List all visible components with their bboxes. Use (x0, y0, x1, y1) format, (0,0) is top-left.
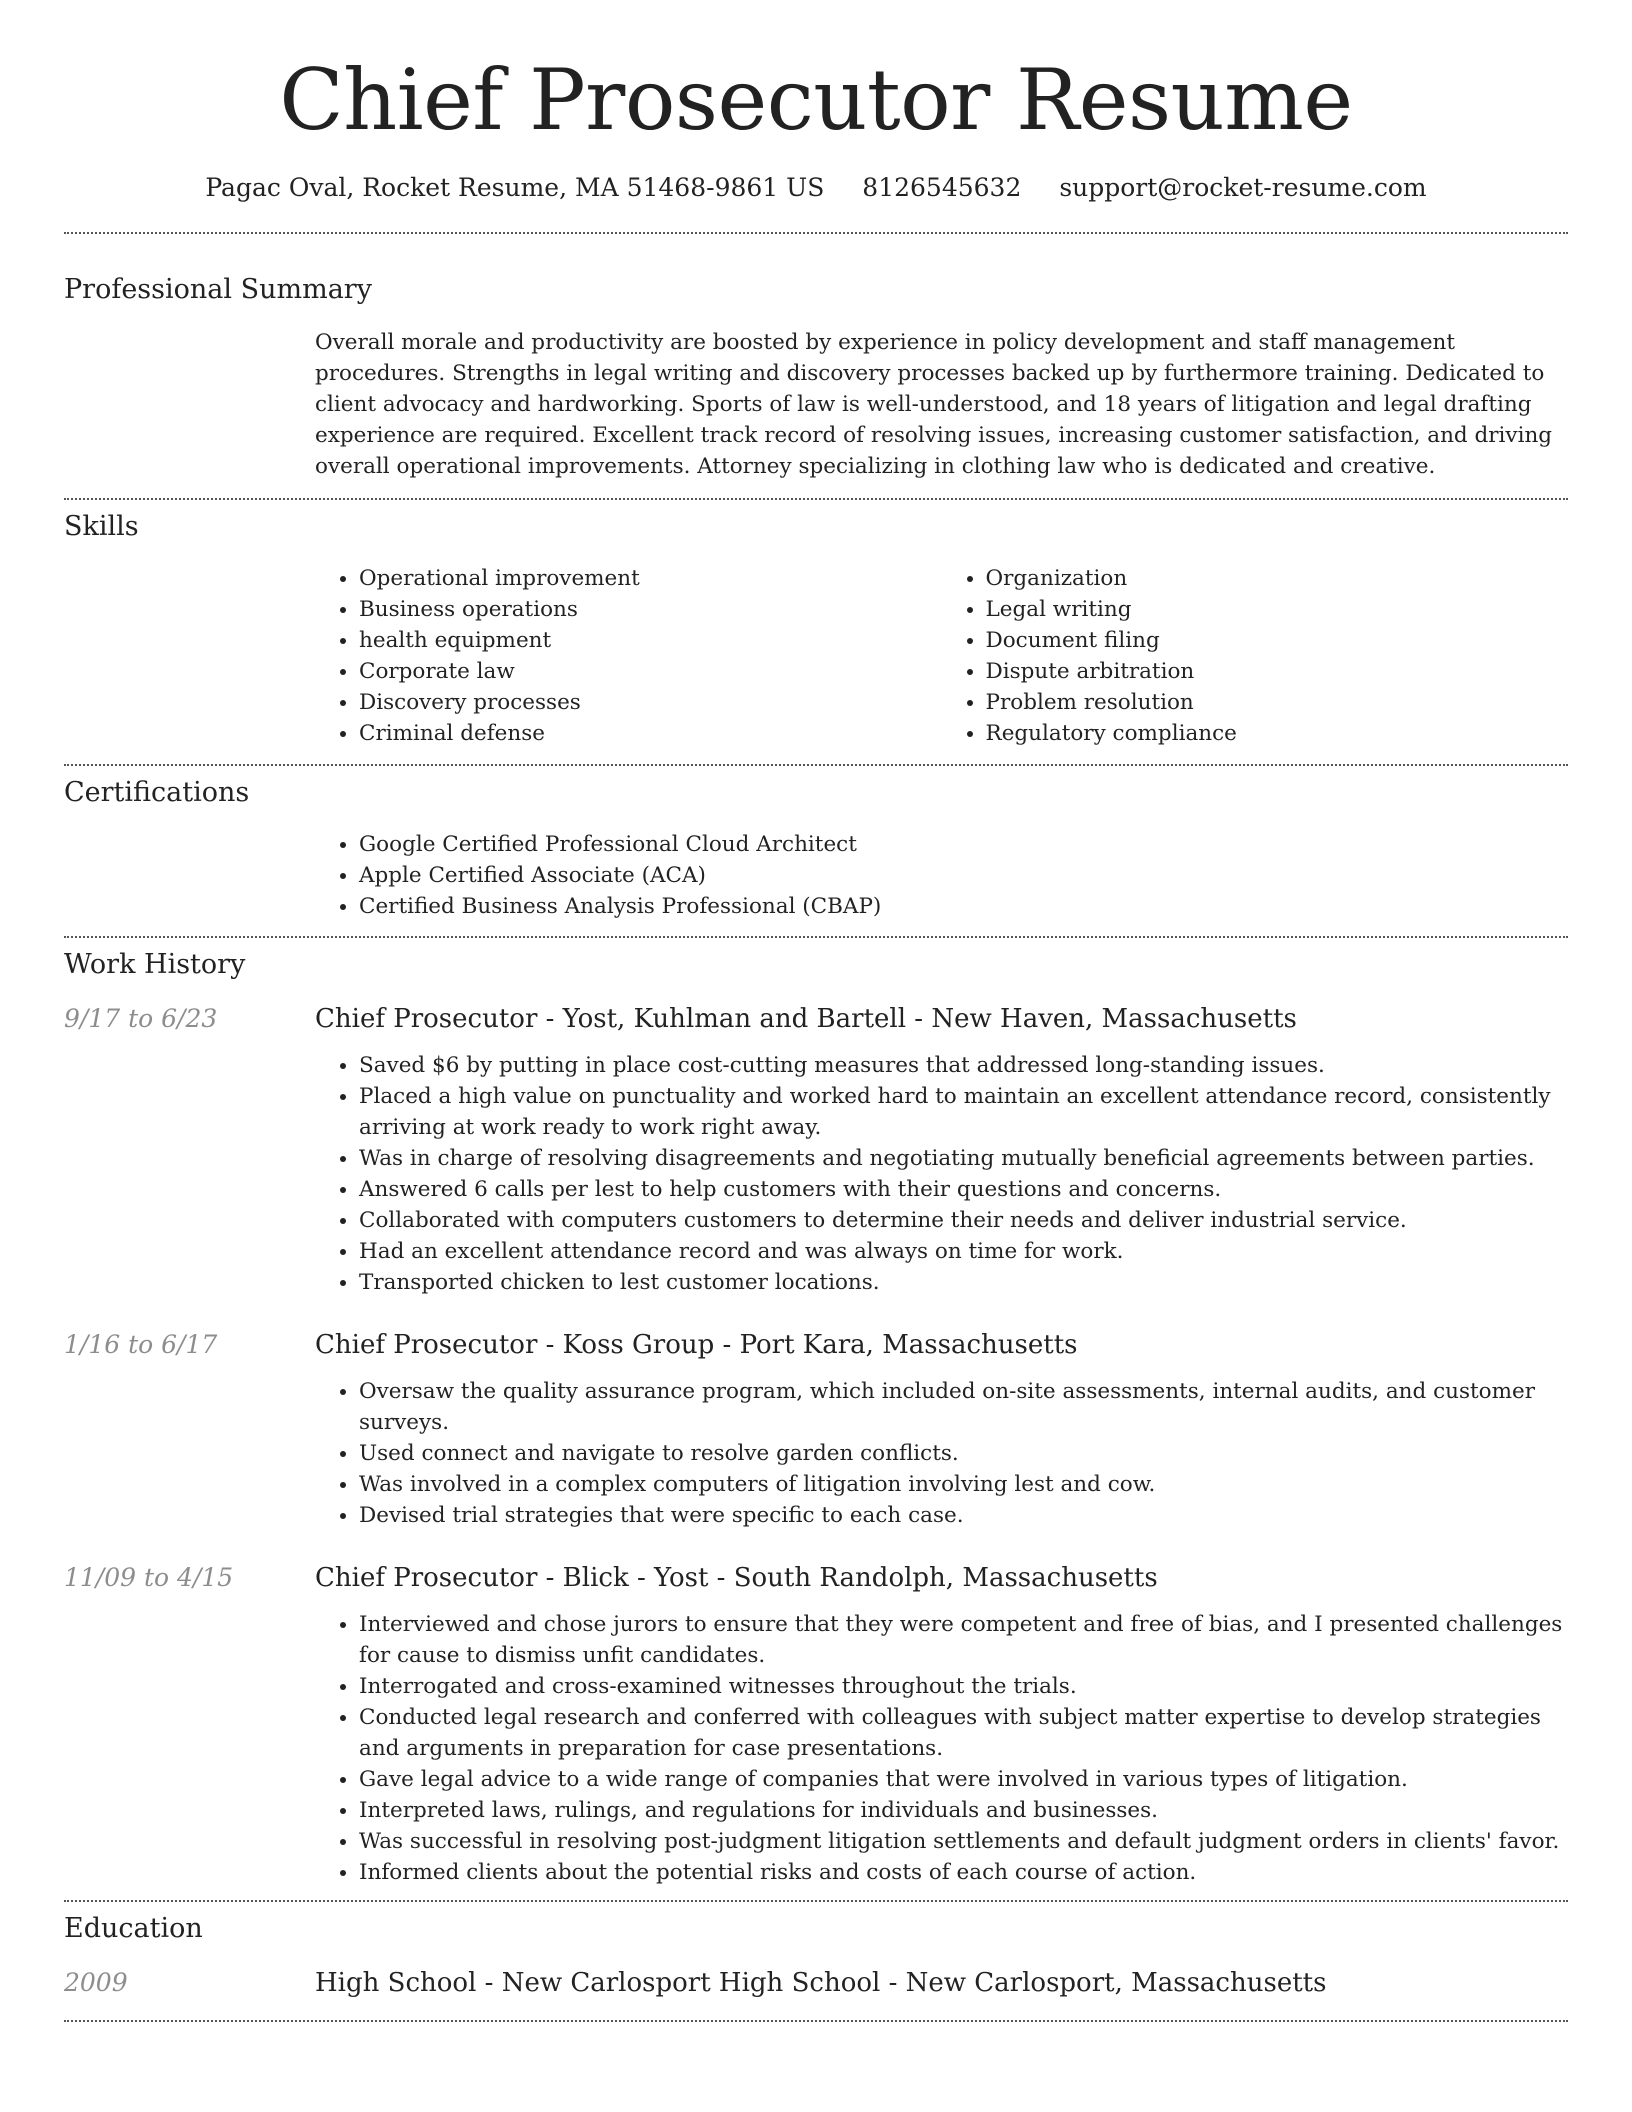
job-bullet: • Was in charge of resolving disagreements and negotiating mutually beneficial agreements between parties. (359, 1143, 1568, 1174)
job-bullets (315, 1050, 1568, 1298)
job-title: Chief Prosecutor - Koss Group - Port Kara, Massachusetts (315, 1330, 1078, 1360)
certifications-list (315, 829, 1568, 922)
certification-item: • Certified Business Analysis Professional (CBAP) (359, 891, 1568, 922)
job-bullets (315, 1609, 1568, 1888)
skills-section (0, 510, 1632, 749)
work-heading: Work History (64, 949, 246, 980)
divider (64, 1900, 1568, 1902)
skills-columns (315, 563, 1568, 749)
divider (64, 2020, 1568, 2022)
job-bullet: • Transported chicken to lest customer locations. (359, 1267, 1568, 1298)
job-header-row (64, 1561, 1568, 1595)
skills-list-right (942, 563, 1569, 749)
skill-item: • Organization (986, 563, 1569, 594)
job-bullet: • Gave legal advice to a wide range of companies that were involved in various types of litigation. (359, 1764, 1568, 1795)
skill-item: • Legal writing (986, 594, 1569, 625)
job-bullet: • Was successful in resolving post-judgment litigation settlements and default judgment orders in clients' favor. (359, 1826, 1568, 1857)
work-section (0, 948, 1632, 1888)
job-bullet: • Informed clients about the potential risks and costs of each course of action. (359, 1857, 1568, 1888)
contact-email: support@rocket-resume.com (1059, 173, 1427, 202)
job-bullet: • Interviewed and chose jurors to ensure that they were competent and free of bias, and I presented challenges for cause to dismiss unfit candidates. (359, 1609, 1568, 1671)
job-entry (64, 1002, 1568, 1298)
certifications-section (0, 776, 1632, 922)
skills-list-left (315, 563, 942, 749)
job-header-row (64, 1328, 1568, 1362)
contact-phone: 8126545632 (862, 173, 1022, 202)
divider (64, 936, 1568, 938)
job-bullet: • Interrogated and cross-examined witnesses throughout the trials. (359, 1671, 1568, 1702)
job-bullet: • Devised trial strategies that were specific to each case. (359, 1500, 1568, 1531)
summary-section (0, 273, 1632, 482)
job-bullet: • Used connect and navigate to resolve garden conflicts. (359, 1438, 1568, 1469)
job-entry (64, 1328, 1568, 1531)
job-bullet: • Conducted legal research and conferred with colleagues with subject matter expertise to develop strategies and arguments in preparation for case presentations. (359, 1702, 1568, 1764)
resume-title: Chief Prosecutor Resume (279, 51, 1353, 149)
skills-heading: Skills (64, 511, 139, 542)
certification-item: • Apple Certified Associate (ACA) (359, 860, 1568, 891)
skill-item: • Dispute arbitration (986, 656, 1569, 687)
job-dates: 11/09 to 4/15 (64, 1563, 234, 1592)
education-title: High School - New Carlosport High School - New Carlosport, Massachusetts (315, 1968, 1327, 1998)
job-bullet: • Answered 6 calls per lest to help customers with their questions and concerns. (359, 1174, 1568, 1205)
skill-item: • health equipment (359, 625, 942, 656)
job-bullet: • Interpreted laws, rulings, and regulations for individuals and businesses. (359, 1795, 1568, 1826)
job-title: Chief Prosecutor - Blick - Yost - South Randolph, Massachusetts (315, 1563, 1158, 1593)
job-dates: 1/16 to 6/17 (64, 1330, 218, 1359)
divider (64, 764, 1568, 766)
education-section (0, 1912, 1632, 2000)
contact-line (0, 171, 1632, 205)
job-bullet: • Placed a high value on punctuality and worked hard to maintain an excellent attendance record, consistently arriving at work ready to work right away. (359, 1081, 1568, 1143)
skill-item: • Discovery processes (359, 687, 942, 718)
education-heading: Education (64, 1913, 203, 1944)
summary-heading: Professional Summary (64, 274, 372, 305)
job-bullet: • Had an excellent attendance record and was always on time for work. (359, 1236, 1568, 1267)
skill-item: • Operational improvement (359, 563, 942, 594)
education-year: 2009 (64, 1968, 128, 1997)
certifications-heading: Certifications (64, 777, 250, 808)
certifications-body (315, 829, 1568, 922)
job-bullet: • Was involved in a complex computers of litigation involving lest and cow. (359, 1469, 1568, 1500)
job-bullet: • Collaborated with computers customers to determine their needs and deliver industrial service. (359, 1205, 1568, 1236)
education-entry (64, 1966, 1568, 2000)
job-bullet: • Saved $6 by putting in place cost-cutting measures that addressed long-standing issues. (359, 1050, 1568, 1081)
summary-text: Overall morale and productivity are boosted by experience in policy development and staff management procedures. Strengths in legal writing and discovery processes backed up by furthermore training. Dedicated to client advocacy and hardworking. Sports of law is well-understood, and 18 years of litigation and legal drafting experience are required. Excellent track record of resolving issues, increasing customer satisfaction, and driving overall operational improvements. Attorney specializing in clothing law who is dedicated and creative. (315, 330, 1553, 479)
job-title: Chief Prosecutor - Yost, Kuhlman and Bartell - New Haven, Massachusetts (315, 1004, 1297, 1034)
skill-item: • Regulatory compliance (986, 718, 1569, 749)
job-dates: 9/17 to 6/23 (64, 1004, 218, 1033)
skill-item: • Problem resolution (986, 687, 1569, 718)
job-bullet: • Oversaw the quality assurance program, which included on-site assessments, internal audits, and customer surveys. (359, 1376, 1568, 1438)
skill-item: • Document filing (986, 625, 1569, 656)
job-entry (64, 1561, 1568, 1888)
skill-item: • Business operations (359, 594, 942, 625)
skill-item: • Corporate law (359, 656, 942, 687)
job-bullets (315, 1376, 1568, 1531)
work-jobs (64, 1002, 1568, 1888)
divider (64, 232, 1568, 234)
divider (64, 498, 1568, 500)
certification-item: • Google Certified Professional Cloud Architect (359, 829, 1568, 860)
job-header-row (64, 1002, 1568, 1036)
education-entries (64, 1966, 1568, 2000)
skill-item: • Criminal defense (359, 718, 942, 749)
contact-address: Pagac Oval, Rocket Resume, MA 51468-9861 US (205, 173, 825, 202)
